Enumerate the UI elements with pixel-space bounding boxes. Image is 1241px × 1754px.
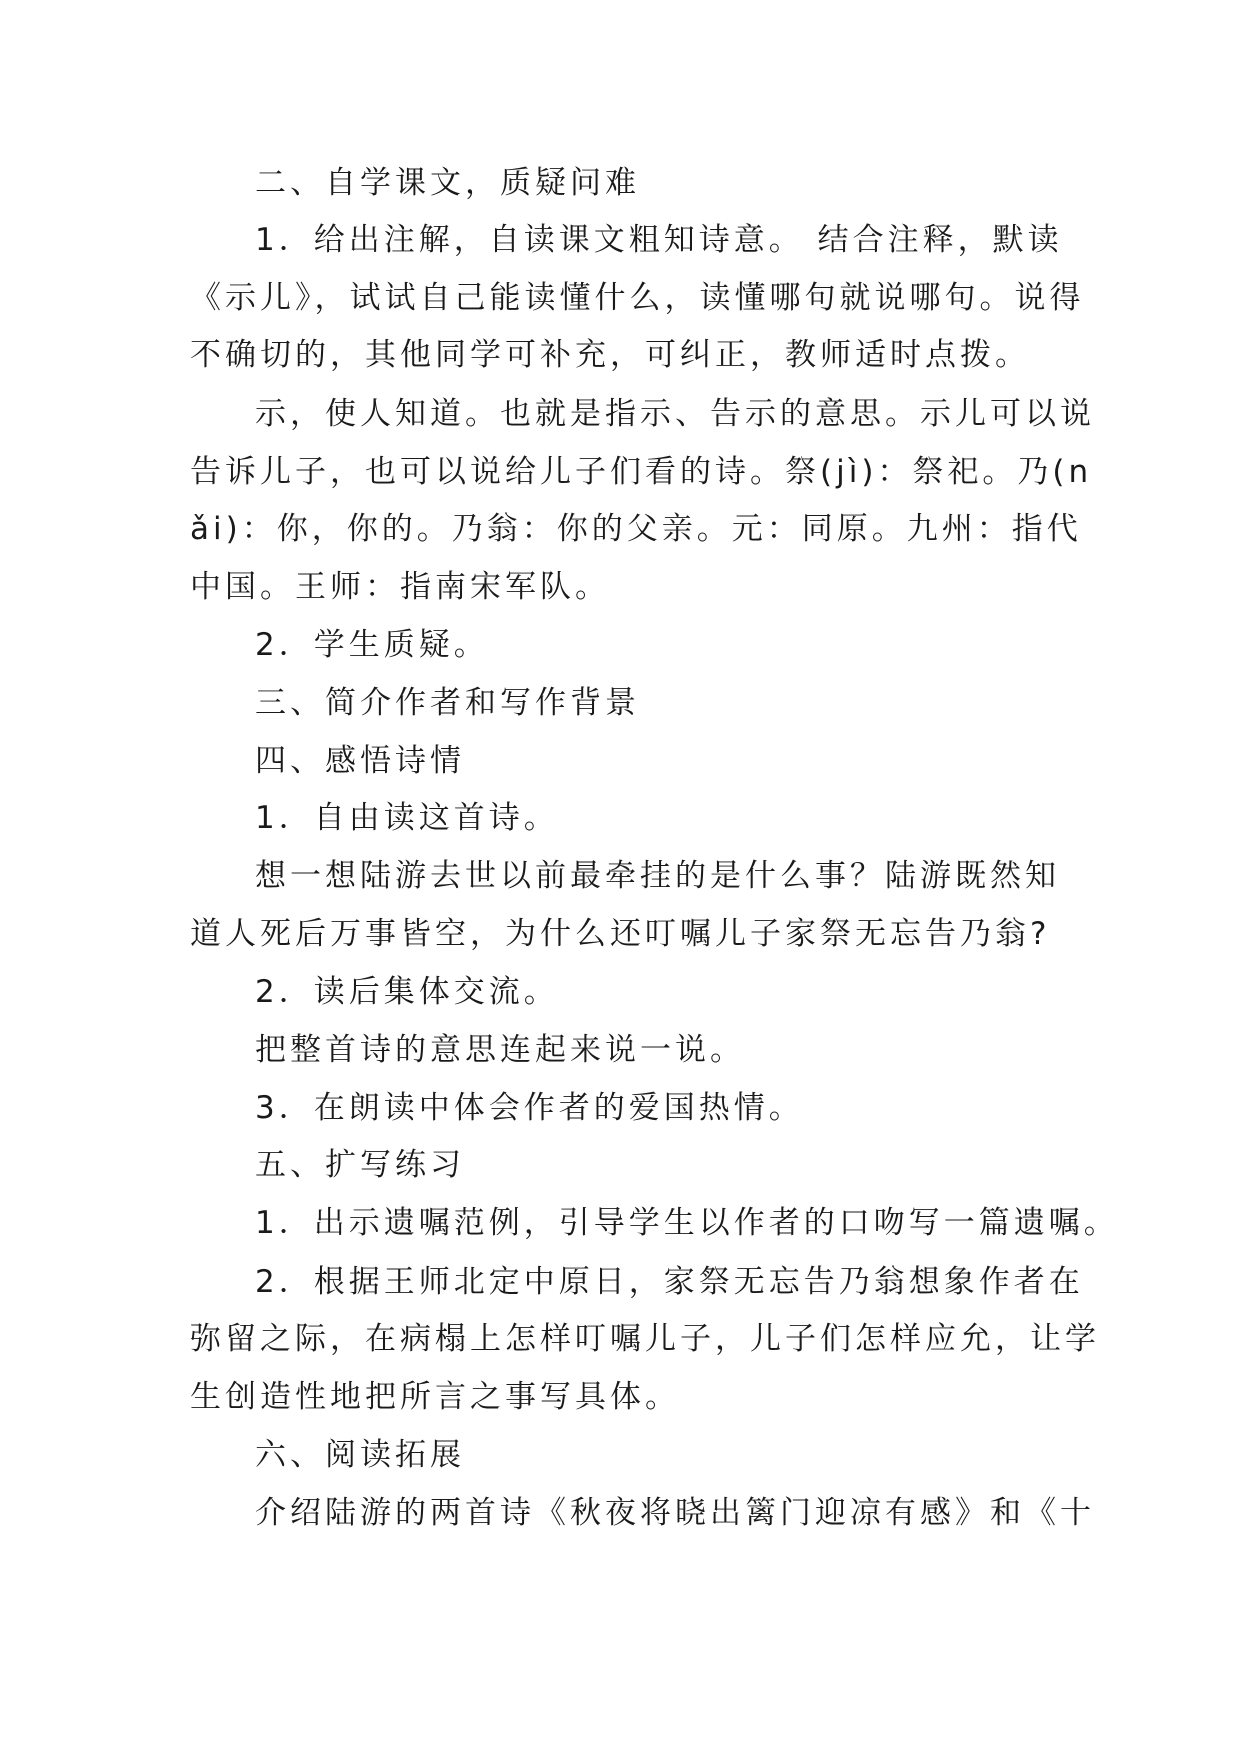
- paragraph-line: 道人死后万事皆空，为什么还叮嘱儿子家祭无忘告乃翁?: [190, 916, 1051, 952]
- paragraph-line: ǎi)：你，你的。乃翁：你的父亲。元：同原。九州：指代: [190, 511, 1082, 547]
- paragraph-line: 告诉儿子，也可以说给儿子们看的诗。祭(jì)：祭祀。乃(n: [190, 454, 1093, 490]
- heading-author-background: 三、简介作者和写作背景: [255, 685, 640, 721]
- paragraph-line: 中国。王师：指南宋军队。: [190, 569, 610, 605]
- paragraph-line: 1．给出注解，自读课文粗知诗意。 结合注释，默读: [255, 222, 1063, 258]
- paragraph-line: 示，使人知道。也就是指示、告示的意思。示儿可以说: [255, 396, 1095, 432]
- paragraph-line: 弥留之际，在病榻上怎样叮嘱儿子，儿子们怎样应允，让学: [190, 1321, 1100, 1357]
- heading-feel-poem: 四、感悟诗情: [255, 743, 465, 779]
- heading-self-study: 二、自学课文，质疑问难: [255, 165, 640, 201]
- paragraph-line: 把整首诗的意思连起来说一说。: [255, 1032, 745, 1068]
- paragraph-line: 2．根据王师北定中原日，家祭无忘告乃翁想象作者在: [255, 1264, 1084, 1300]
- paragraph-line: 生创造性地把所言之事写具体。: [190, 1379, 680, 1415]
- paragraph-line: 2．读后集体交流。: [255, 974, 559, 1010]
- paragraph-line: 想一想陆游去世以前最牵挂的是什么事？陆游既然知: [255, 858, 1060, 894]
- paragraph-line: 2．学生质疑。: [255, 627, 489, 663]
- heading-reading-extension: 六、阅读拓展: [255, 1437, 465, 1473]
- paragraph-line: 《示儿》，试试自己能读懂什么，读懂哪句就说哪句。说得: [190, 280, 1085, 316]
- paragraph-line: 1．自由读这首诗。: [255, 800, 559, 836]
- paragraph-line: 介绍陆游的两首诗《秋夜将晓出篱门迎凉有感》和《十: [255, 1495, 1095, 1531]
- paragraph-line: 3．在朗读中体会作者的爱国热情。: [255, 1090, 804, 1126]
- heading-expansion-writing: 五、扩写练习: [255, 1147, 465, 1183]
- paragraph-line: 1．出示遗嘱范例，引导学生以作者的口吻写一篇遗嘱。: [255, 1205, 1119, 1241]
- paragraph-line: 不确切的，其他同学可补充，可纠正，教师适时点拨。: [190, 337, 1030, 373]
